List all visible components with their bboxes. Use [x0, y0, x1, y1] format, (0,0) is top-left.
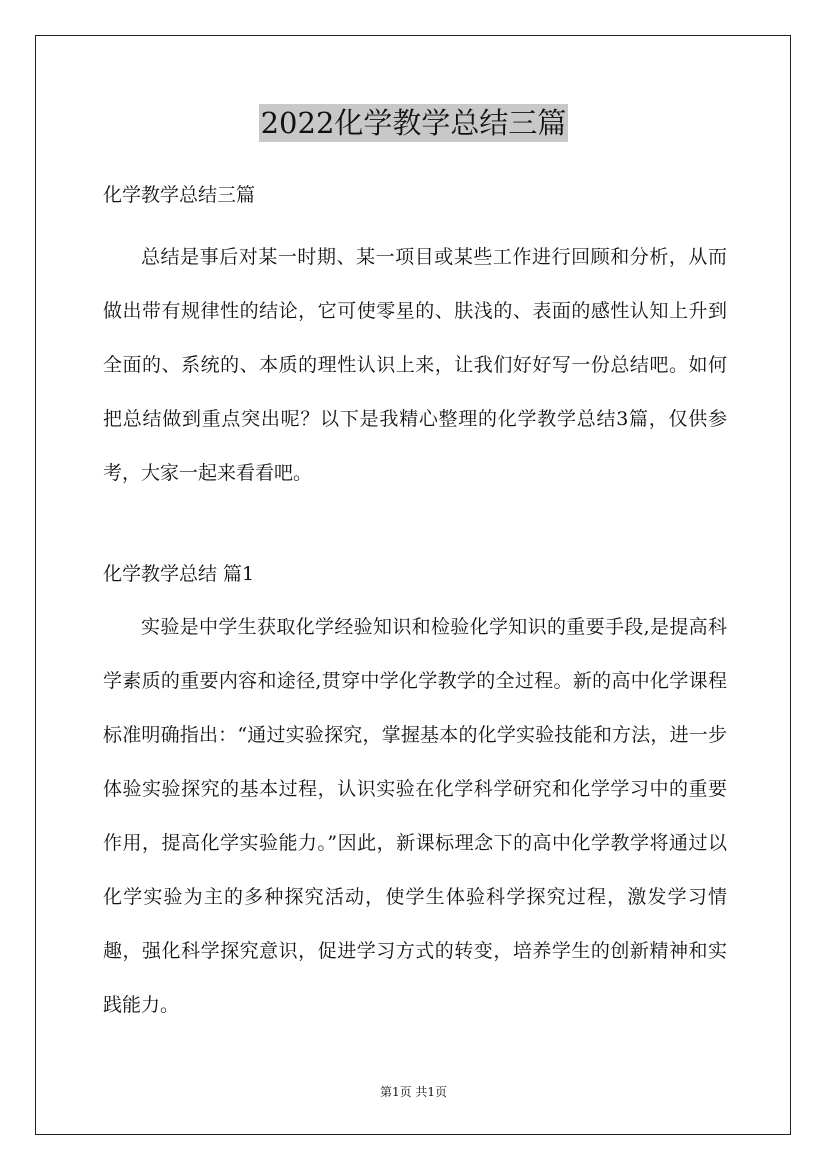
document-title: 2022化学教学总结三篇 — [260, 106, 567, 140]
part1-paragraph: 实验是中学生获取化学经验知识和检验化学知识的重要手段,是提高科学素质的重要内容和途径,贯穿中学化学教学的全过程。新的高中化学课程标准明确指出：“通过实验探究，掌握基本的化学实验技能和方法，进一步体验实验探究的基本过程，认识实验在化学科学研究和化学学习中的重要作用，提高化学实验能力。”因此，新课标理念下的高中化学教学将通过以化学实验为主的多种探究活动，使学生体验科学探究过程，激发学习情趣，强化科学探究意识，促进学习方式的转变，培养学生的创新精神和实践能力。 — [103, 616, 727, 1016]
section-heading: 化学教学总结三篇 — [103, 184, 256, 206]
intro-paragraph: 总结是事后对某一时期、某一项目或某些工作进行回顾和分析，从而做出带有规律性的结论，它可使零星的、肤浅的、表面的感性认知上升到全面的、系统的、本质的理性认识上来，让我们好好写一份总结吧。如何把总结做到重点突出呢？以下是我精心整理的化学教学总结3篇，仅供参考，大家一起来看看吧。 — [103, 246, 727, 484]
part1-heading: 化学教学总结 篇1 — [103, 563, 255, 585]
title-container — [0, 104, 827, 142]
page-footer: 第1页 共1页 — [379, 1085, 448, 1099]
